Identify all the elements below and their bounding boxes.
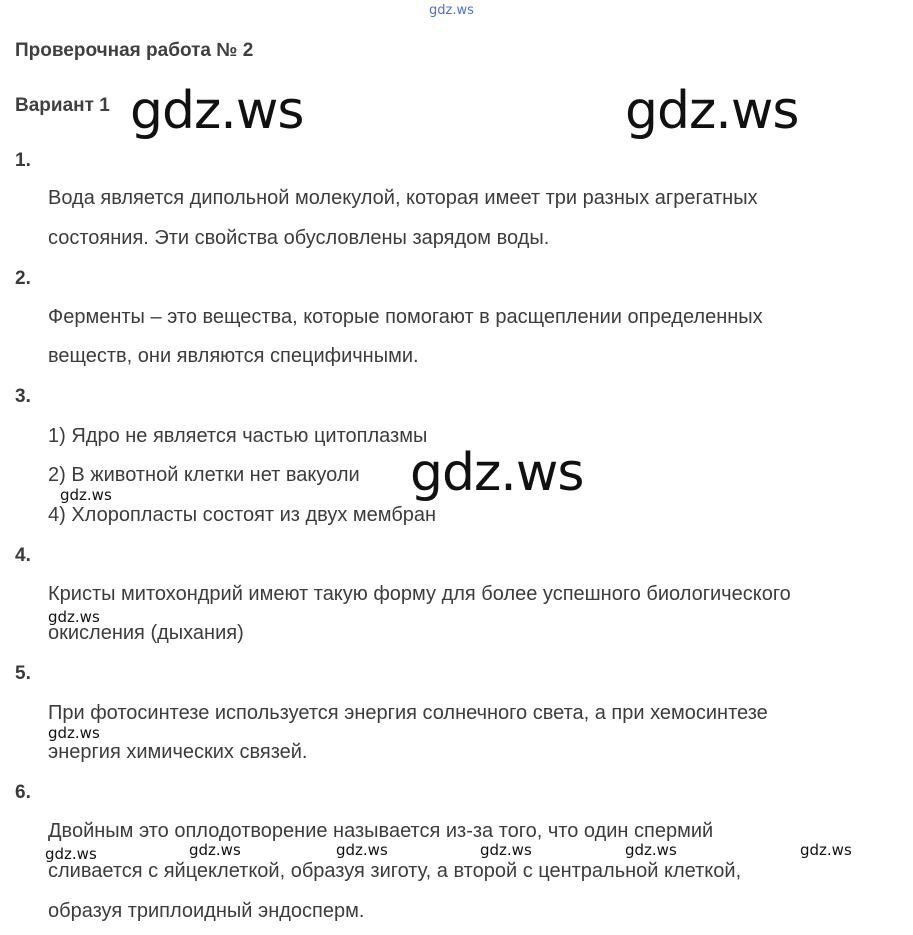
item-text-line: сливается с яйцеклеткой, образуя зиготу, а второй с центральной клеткой, bbox=[48, 860, 742, 882]
item-text-line: 4) Хлоропласты состоят из двух мембран bbox=[48, 504, 437, 526]
watermark-small: gdz.ws bbox=[48, 608, 100, 626]
watermark-small: gdz.ws bbox=[480, 841, 532, 859]
watermark-large: gdz.ws bbox=[625, 81, 799, 141]
item-number: 3. bbox=[15, 386, 31, 407]
watermark-small: gdz.ws bbox=[336, 841, 388, 859]
watermark-small: gdz.ws bbox=[45, 845, 97, 863]
page-title: Проверочная работа № 2 bbox=[15, 40, 254, 61]
item-text-line: окисления (дыхания) bbox=[48, 622, 244, 644]
item-text-line: Вода является дипольной молекулой, которая имеет три разных агрегатных bbox=[48, 187, 758, 209]
item-text-line: Ферменты – это вещества, которые помогают в расщеплении определенных bbox=[48, 306, 763, 328]
watermark-large: gdz.ws bbox=[410, 443, 584, 503]
item-number: 2. bbox=[15, 268, 31, 289]
item-text-line: образуя триплоидный эндосперм. bbox=[48, 900, 365, 922]
watermark-small: gdz.ws bbox=[625, 841, 677, 859]
top-watermark-link[interactable]: gdz.ws bbox=[429, 3, 474, 18]
item-text-line: 2) В животной клетки нет вакуоли bbox=[48, 464, 360, 486]
item-number: 6. bbox=[15, 782, 31, 803]
item-number: 5. bbox=[15, 663, 31, 684]
item-text-line: 1) Ядро не является частью цитоплазмы bbox=[48, 425, 428, 447]
item-text-line: состояния. Эти свойства обусловлены зарядом воды. bbox=[48, 227, 550, 249]
watermark-small: gdz.ws bbox=[60, 486, 112, 504]
item-text-line: При фотосинтезе используется энергия солнечного света, а при хемосинтезе bbox=[48, 702, 768, 724]
item-number: 1. bbox=[15, 150, 31, 171]
item-text-line: веществ, они являются специфичными. bbox=[48, 345, 419, 367]
item-text-line: Двойным это оплодотворение называется из-за того, что один спермий bbox=[48, 820, 714, 842]
watermark-small: gdz.ws bbox=[800, 841, 852, 859]
item-text-line: Кристы митохондрий имеют такую форму для более успешного биологического bbox=[48, 583, 791, 605]
watermark-large: gdz.ws bbox=[130, 81, 304, 141]
watermark-small: gdz.ws bbox=[48, 724, 100, 742]
item-number: 4. bbox=[15, 545, 31, 566]
watermark-small: gdz.ws bbox=[189, 841, 241, 859]
item-text-line: энергия химических связей. bbox=[48, 741, 308, 763]
variant-label: Вариант 1 bbox=[15, 95, 110, 116]
